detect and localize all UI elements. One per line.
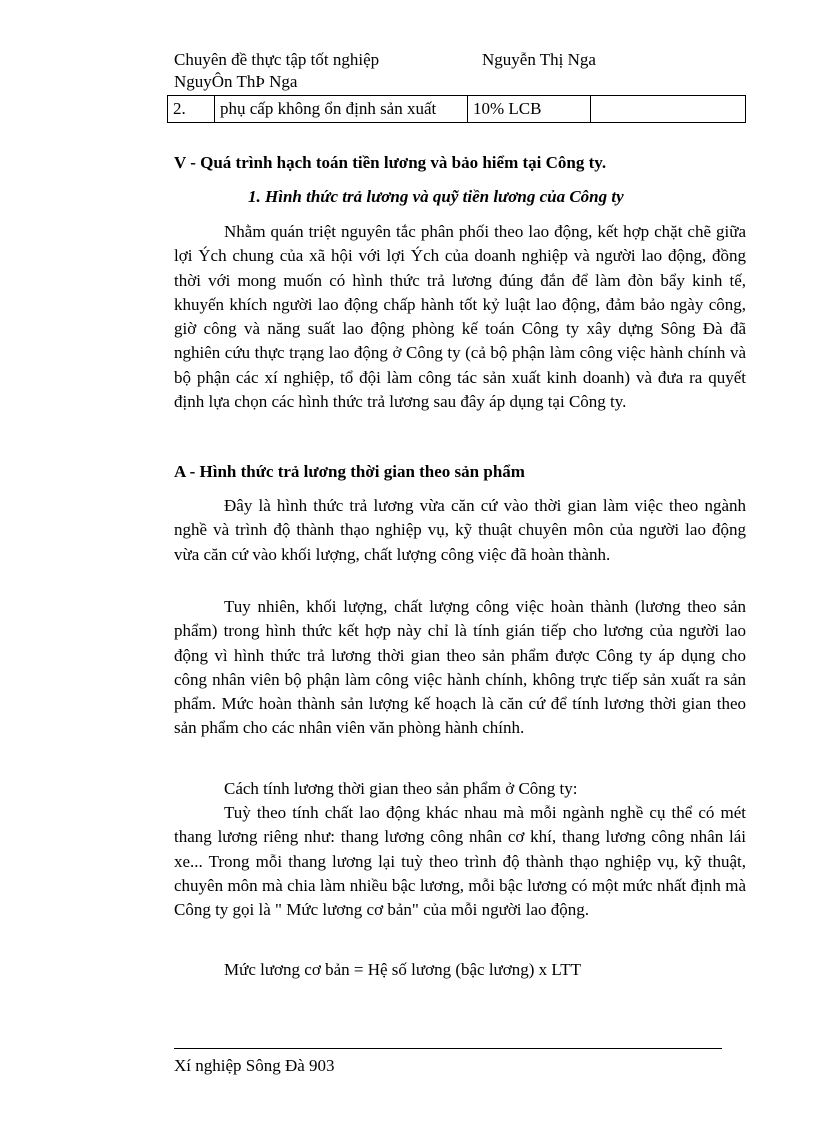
table-cell-value: 10% LCB [468,96,591,123]
footer-text: Xí nghiệp Sông Đà 903 [174,1056,335,1075]
section-a-heading: A - Hình thức trả lương thời gian theo sản phẩm [174,462,525,481]
section-v-heading: V - Quá trình hạch toán tiền lương và bảo hiểm tại Công ty. [174,153,607,172]
allowance-table [167,95,746,123]
paragraph: Cách tính lương thời gian theo sản phẩm ở Công ty: [224,779,578,798]
header-author: Nguyễn Thị Nga [482,50,596,69]
paragraph: Đây là hình thức trả lương vừa căn cứ vào thời gian làm việc theo ngành nghề và trình độ thành thạo nghiệp vụ, kỹ thuật chuyên môn của người lao động vừa căn cứ vào khối lượng, chất lượng công việc đã hoàn thành. [174,496,746,564]
table-cell-item: phụ cấp không ổn định sản xuất [215,96,468,123]
paragraph-intro: Nhằm quán triệt nguyên tắc phân phối theo lao động, kết hợp chặt chẽ giữa lợi Ých chung của xã hội với lợi Ých của doanh nghiệp và người lao động, đồng thời với mong muốn có hình thức trả lương đúng đắn để làm đòn bẩy kinh tế, khuyến khích người lao động chấp hành tốt kỷ luật lao động, đảm bảo ngày công, giờ công và năng suất lao động phòng kế toán Công ty xây dựng Sông Đà đã nghiên cứu thực trạng lao động ở Công ty (cả bộ phận làm công việc hành chính và bộ phận các xí nghiệp, tổ đội làm công tác sản xuất kinh doanh) và đưa ra quyết định lựa chọn các hình thức trả lương sau đây áp dụng tại Công ty. [174,222,746,412]
header-document-title: Chuyên đề thực tập tốt nghiệp [174,50,380,69]
formula-line: Mức lương cơ bản = Hệ số lương (bậc lương) x LTT [224,960,582,979]
table-row [168,96,746,123]
table-cell-number: 2. [168,96,215,123]
subsection-1-heading: 1. Hình thức trả lương và quỹ tiền lương của Công ty [248,187,624,206]
paragraph: Tuỳ theo tính chất lao động khác nhau mà mỗi ngành nghề cụ thể có mét thang lương riêng như: thang lương công nhân cơ khí, thang lương công nhân lái xe... Trong mỗi thang lương lại tuỳ theo trình độ thành thạo nghiệp vụ, kỹ thuật, chuyên môn mà chia làm nhiều bậc lương, mỗi bậc lương có một mức nhất định mà Công ty gọi là " Mức lương cơ bản" của mỗi người lao động. [174,803,746,920]
paragraph: Tuy nhiên, khối lượng, chất lượng công việc hoàn thành (lương theo sản phẩm) trong hình thức kết hợp này chỉ là tính gián tiếp cho lương của người lao động vì hình thức trả lương thời gian theo sản phẩm được Công ty áp dụng cho công nhân viên bộ phận làm công việc hành chính, không trực tiếp sản xuất ra sản phẩm. Mức hoàn thành sản lượng kế hoạch là căn cứ để tính lương thời gian theo sản phẩm cho các nhân viên văn phòng hành chính. [174,597,746,738]
header-author-garbled: NguyÔn ThÞ Nga [174,72,298,91]
footer-divider [174,1048,722,1049]
table-cell-note [591,96,746,123]
